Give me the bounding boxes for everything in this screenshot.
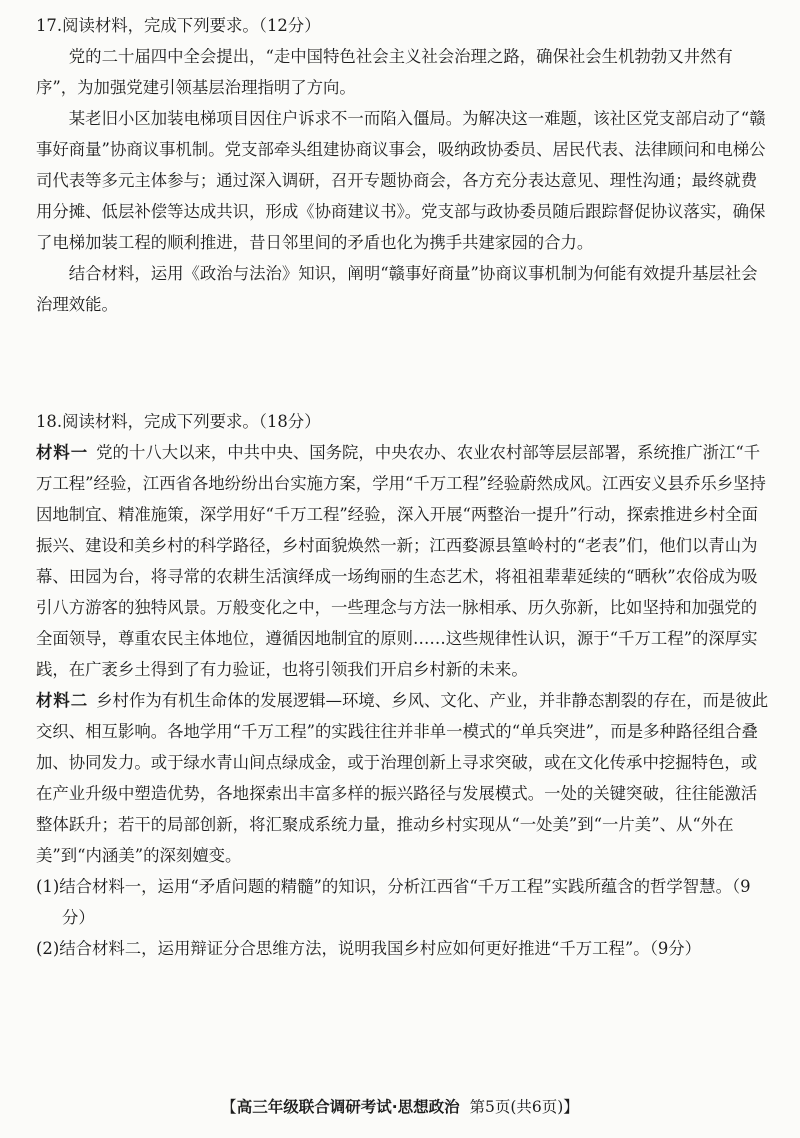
- page-footer: [0, 1095, 800, 1117]
- question-18: [36, 406, 770, 964]
- question-17-heading: 17.阅读材料，完成下列要求。（12分）: [36, 16, 321, 35]
- material-1: [36, 437, 770, 685]
- footer-bracket-close: 】: [563, 1098, 579, 1116]
- footer-exam-name: 高三年级联合调研考试: [236, 1098, 392, 1116]
- material-1-text: 党的十八大以来，中共中央、国务院，中央农办、农业农村部等层层部署，系统推广浙江“千万工程”经验，江西省各地纷纷出台实施方案，学用“千万工程”经验蔚然成风。江西安义县乔乐乡坚持因地制宜、精准施策，深学用好“千万工程”经验，深入开展“两整治一提升”行动，探索推进乡村全面振兴、建设和美乡村的科学路径，乡村面貌焕然一新；江西婺源县篁岭村的“老表”们，他们以青山为幕、田园为台，将寻常的农耕生活演绎成一场绚丽的生态艺术，将祖祖辈辈延续的“晒秋”农俗成为吸引八方游客的独特风景。万般变化之中，一些理念与方法一脉相承、历久弥新，比如坚持和加强党的全面领导，尊重农民主体地位，遵循因地制宜的原则……这些规律性认识，源于“千万工程”的深厚实践，在广袤乡土得到了有力验证，也将引领我们开启乡村新的未来。: [36, 443, 766, 679]
- footer-bracket-open: 【: [221, 1098, 237, 1116]
- question-17: [36, 10, 770, 320]
- sub-question-2: (2)结合材料二，运用辩证分合思维方法，说明我国乡村应如何更好推进“千万工程”。（9分）: [36, 939, 702, 958]
- footer-subject: 思想政治: [397, 1098, 460, 1116]
- material-2-text: 乡村作为有机生命体的发展逻辑—环境、乡风、文化、产业，并非静态割裂的存在，而是彼此交织、相互影响。各地学用“千万工程”的实践往往并非单一模式的“单兵突进”，而是多种路径组合叠加、协同发力。或于绿水青山间点绿成金，或于治理创新上寻求突破，或在文化传承中挖掘特色，或在产业升级中塑造优势，各地探索出丰富多样的振兴路径与发展模式。一处的关键突破，往往能激活整体跃升；若干的局部创新，将汇聚成系统力量，推动乡村实现从“一处美”到“一片美”、从“外在美”到“内涵美”的深刻嬗变。: [36, 691, 769, 865]
- footer-page-info: 第5页(共6页): [469, 1098, 564, 1116]
- sub-question-1: (1)结合材料一，运用“矛盾问题的精髓”的知识，分析江西省“千万工程”实践所蕴含的哲学智慧。（9分）: [36, 877, 751, 927]
- question-17-prompt: 结合材料，运用《政治与法治》知识，阐明“赣事好商量”协商议事机制为何能有效提升基层社会治理效能。: [36, 264, 758, 314]
- question-18-heading: 18.阅读材料，完成下列要求。（18分）: [36, 412, 321, 431]
- footer-separator: ·: [391, 1098, 398, 1116]
- material-2: [36, 685, 770, 871]
- material-1-label: 材料一: [36, 443, 89, 462]
- question-17-paragraph: 党的二十届四中全会提出，“走中国特色社会主义社会治理之路，确保社会生机勃勃又井然有序”，为加强党建引领基层治理指明了方向。: [36, 47, 733, 97]
- question-17-paragraph: 某老旧小区加装电梯项目因住户诉求不一而陷入僵局。为解决这一难题，该社区党支部启动了“赣事好商量”协商议事机制。党支部牵头组建协商议事会，吸纳政协委员、居民代表、法律顾问和电梯公司代表等多元主体参与；通过深入调研，召开专题协商会，各方充分表达意见、理性沟通；最终就费用分摊、低层补偿等达成共识，形成《协商建议书》。党支部与政协委员随后跟踪督促协议落实，确保了电梯加装工程的顺利推进，昔日邻里间的矛盾也化为携手共建家园的合力。: [36, 109, 766, 252]
- material-2-label: 材料二: [36, 691, 89, 710]
